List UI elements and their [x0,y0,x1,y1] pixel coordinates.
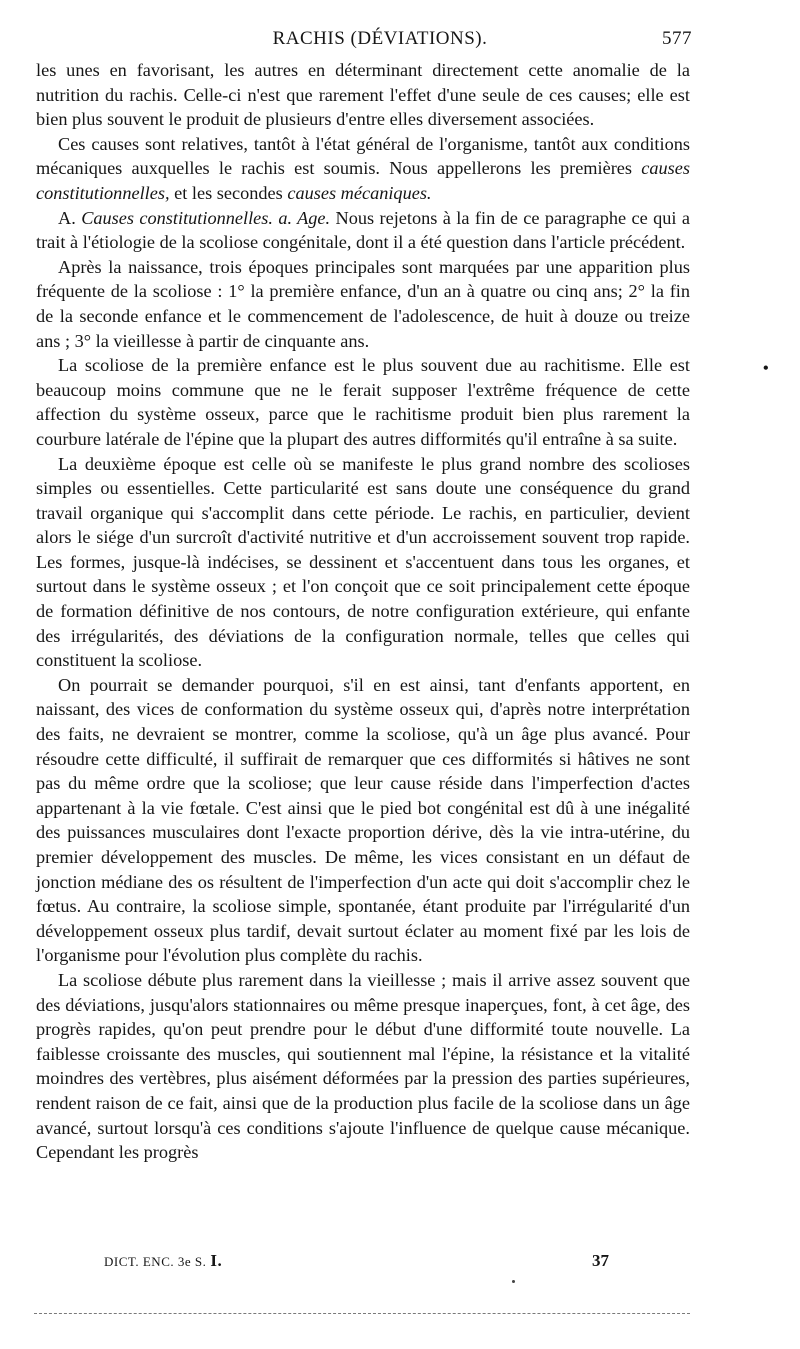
italic-text: Causes constitutionnelles. a. Age. [81,207,331,228]
paragraph-text: Ces causes sont relatives, tantôt à l'état général de l'organisme, tantôt aux conditions mécaniques auxquelles le rachis est soumis. Nous appellerons les premières [36,133,690,179]
page-footer [0,1251,800,1275]
paragraph-text: La scoliose débute plus rarement dans la vieillesse ; mais il arrive assez souvent que des déviations, jusqu'alors stationnaires ou même presque inaperçues, font, à cet âge, des progrès rapides, qu'on peut prendre pour le début d'une difformité toute nouvelle. La faiblesse croissante des muscles, qui soutiennent mal l'épine, la résistance et la vitalité moindres des vertèbres, plus aisément déformées par la pression des parties supérieures, rendent raison de ce fait, ainsi que de la production plus facile de la scoliose dans un âge avancé, surtout lorsqu'à ces conditions s'ajoute l'influence de quelque cause mécanique. Cependant les progrès [36,969,690,1163]
paragraph-text: Nous rejetons à la fin de ce paragraphe ce qui a trait à l'étiologie de la scoliose congénitale, dont il a été question dans l'article précédent. [36,207,690,253]
paragraph-text: On pourrait se demander pourquoi, s'il en est ainsi, tant d'enfants apportent, en naissant, des vices de conformation du système osseux qui, d'après notre interprétation des faits, ne devraient se montrer, comme la scoliose, qu'à un âge plus avancé. Pour résoudre cette difficulté, il suffirait de remarquer que ces difformités si hâtives ne sont pas du même ordre que la scoliose; que leur cause réside dans l'imperfection d'actes appartenant à la vie fœtale. C'est ainsi que le pied bot congénital est dû à une inégalité des puissances musculaires dont l'exacte proportion dérive, dès la vie intra-utérine, du premier développement des muscles. De même, les vices consistant en un défaut de jonction médiane des os résultent de l'imperfection d'un acte qui doit s'accomplir chez le fœtus. Au contraire, la scoliose simple, spontanée, étant produite par l'irrégularité d'un développement osseux plus tardif, devait surtout éclater au moment fixé par les lois de l'organisme pour l'évolution plus complète du rachis. [36,674,690,966]
signature-mark [104,1251,222,1271]
running-head-title: RACHIS (DÉVIATIONS). [272,28,488,49]
running-head [0,28,800,54]
paragraph [36,58,690,132]
body-text [36,58,690,1165]
paragraph [36,968,690,1165]
series-numeral: I. [210,1251,223,1270]
page-number: 577 [662,28,692,49]
sheet-number: 37 [592,1251,609,1270]
paragraph [36,452,690,673]
paragraph-text: La scoliose de la première enfance est le plus souvent due au rachitisme. Elle est beaucoup moins commune que ne le ferait supposer l'extrême fréquence de cette affection du système osseux, parce que le rachitisme produit bien plus rarement la courbure latérale de l'épine que la plupart des autres difformités qu'il entraîne à sa suite. [36,355,690,449]
italic-text: causes mécaniques. [287,182,432,203]
italic-text: causes constitutionnelles, [36,158,690,203]
paragraph [36,255,690,353]
signature-text: DICT. ENC. 3e S. [104,1254,207,1269]
paragraph-text: les unes en favorisant, les autres en déterminant directement cette anomalie de la nutrition du rachis. Celle-ci n'est que rarement l'effet d'une seule de ces causes; elle est bien plus souvent le produit de plusieurs d'entre elles diversement associées. [36,60,690,130]
bottom-dashed-rule [34,1313,690,1314]
paragraph [36,353,690,451]
paragraph-text: A. [58,207,82,228]
paragraph [36,132,690,206]
paragraph-text: La deuxième époque est celle où se manifeste le plus grand nombre des scolioses simples ou essentielles. Cette particularité est sans doute une conséquence du grand travail organique qui s'accomplit dans cette période. Le rachis, en particulier, devient alors le siége d'un surcroît d'activité nutritive et d'un accroissement souvent trop rapide. Les formes, jusque-là indécises, se dessinent et s'accentuent dans tous les organes, et surtout dans le système osseux ; et l'on conçoit que ce soit principalement cette époque de formation définitive de nos contours, de notre configuration extérieure, qui enfante des irrégularités, des déviations de la configuration normale, telles que celles qui constituent la scoliose. [36,453,690,671]
margin-mark: • [763,360,769,377]
paragraph [36,673,690,968]
paragraph-text: Après la naissance, trois époques principales sont marquées par une apparition plus fréquente de la scoliose : 1° la première enfance, d'un an à quatre ou cinq ans; 2° la fin de la seconde enfance et le commencement de l'adolescence, de huit à douze ou treize ans ; 3° la vieillesse à partir de cinquante ans. [36,256,690,351]
paragraph-text: et les secondes [169,182,288,203]
ink-speck [512,1280,515,1283]
paragraph [36,206,690,255]
